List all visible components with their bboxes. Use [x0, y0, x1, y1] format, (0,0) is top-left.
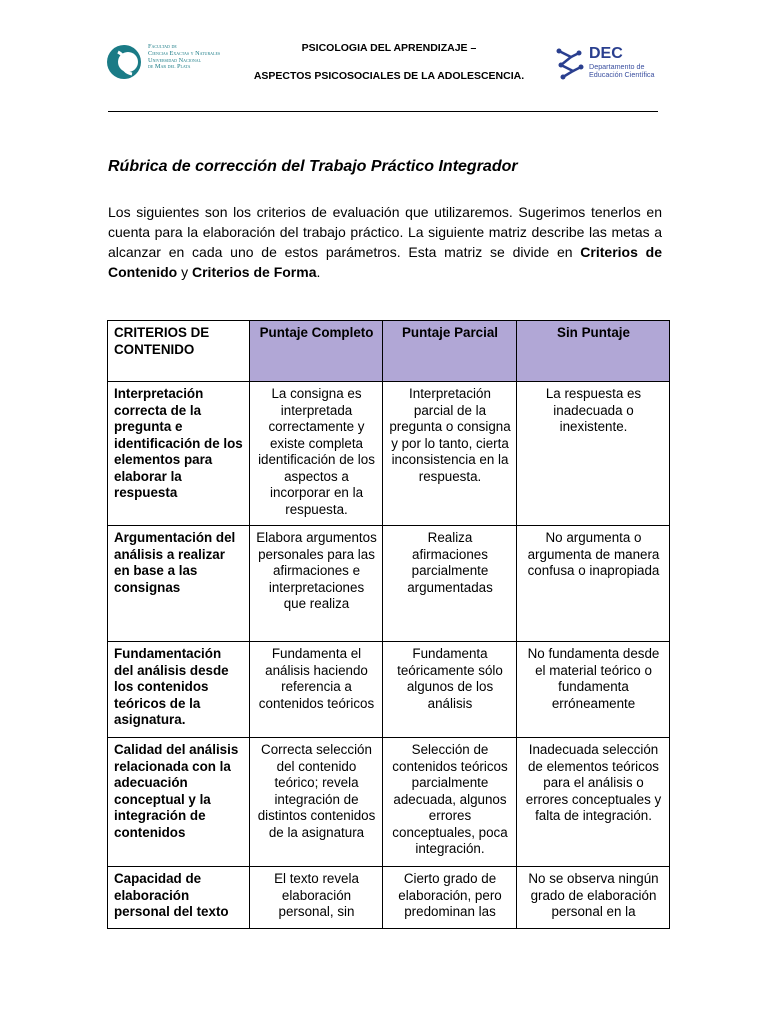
partial-score-cell: Interpretación parcial de la pregunta o consigna y por lo tanto, cierta inconsistencia en la respuesta. — [383, 382, 517, 526]
complete-score-cell: La consigna es interpretada correctamente y existe completa identificación de los aspectos a incorporar en la respuesta. — [250, 382, 383, 526]
criterion-cell: Argumentación del análisis a realizar en base a las consignas — [108, 526, 250, 642]
criterion-cell: Calidad del análisis relacionada con la adecuación conceptual y la integración de contenidos — [108, 738, 250, 867]
rubric-table — [107, 320, 670, 929]
header-complete: Puntaje Completo — [250, 321, 383, 382]
partial-score-cell: Fundamenta teóricamente sólo algunos de los análisis — [383, 642, 517, 738]
table-row — [108, 738, 670, 867]
partial-score-cell: Selección de contenidos teóricos parcialmente adecuada, algunos errores conceptuales, poca integración. — [383, 738, 517, 867]
course-title: PSICOLOGIA DEL APRENDIZAJE – — [301, 42, 477, 54]
table-row — [108, 382, 670, 526]
intro-text: y — [177, 264, 192, 280]
partial-score-cell: Cierto grado de elaboración, pero predominan las — [383, 867, 517, 929]
header-rule — [108, 111, 658, 112]
complete-score-cell: Correcta selección del contenido teórico; revela integración de distintos contenidos de la asignatura — [250, 738, 383, 867]
criterion-cell: Fundamentación del análisis desde los contenidos teóricos de la asignatura. — [108, 642, 250, 738]
page-header — [0, 0, 768, 120]
course-subtitle: ASPECTOS PSICOSOCIALES DE LA ADOLESCENCIA. — [253, 70, 525, 82]
no-score-cell: No argumenta o argumenta de manera confusa o inapropiada — [517, 526, 670, 642]
dec-logo-name: DEC — [589, 45, 623, 62]
table-header-row — [108, 321, 670, 382]
header-criteria: CRITERIOS DE CONTENIDO — [108, 321, 250, 382]
table-row — [108, 642, 670, 738]
intro-bold-form: Criterios de Forma — [192, 264, 317, 280]
faculty-logo-line: Universidad Nacional — [148, 56, 202, 64]
header-none: Sin Puntaje — [517, 321, 670, 382]
header-partial: Puntaje Parcial — [383, 321, 517, 382]
intro-text: . — [316, 264, 321, 280]
faculty-seal-icon — [104, 42, 144, 82]
faculty-logo-line: de Mar del Plata — [148, 63, 191, 71]
no-score-cell: Inadecuada selección de elementos teóricos para el análisis o errores conceptuales y falta de integración. — [517, 738, 670, 867]
faculty-logo-line: Ciencias Exactas y Naturales — [148, 49, 221, 57]
dec-logo — [553, 45, 673, 81]
partial-score-cell: Realiza afirmaciones parcialmente argumentadas — [383, 526, 517, 642]
no-score-cell: No se observa ningún grado de elaboración personal en la — [517, 867, 670, 929]
faculty-logo-text — [148, 44, 220, 71]
intro-paragraph — [108, 202, 662, 282]
complete-score-cell: El texto revela elaboración personal, sin — [250, 867, 383, 929]
dec-logo-line: Departamento de — [589, 62, 645, 71]
faculty-logo-line: Facultad de — [148, 43, 177, 50]
molecule-icon — [553, 45, 585, 81]
no-score-cell: No fundamenta desde el material teórico o fundamenta erróneamente — [517, 642, 670, 738]
dec-logo-subtitle — [589, 63, 655, 79]
no-score-cell: La respuesta es inadecuada o inexistente. — [517, 382, 670, 526]
dec-logo-line: Educación Científica — [589, 70, 655, 79]
complete-score-cell: Elabora argumentos personales para las afirmaciones e interpretaciones que realiza — [250, 526, 383, 642]
table-row — [108, 526, 670, 642]
criterion-cell: Interpretación correcta de la pregunta e identificación de los elementos para elaborar la respuesta — [108, 382, 250, 526]
faculty-logo — [104, 42, 234, 82]
intro-text: Los siguientes son los criterios de evaluación que utilizaremos. Sugerimos tenerlos en cuenta para la elaboración del trabajo práctico. La siguiente matriz describe las metas a alcanzar en cada uno de estos parámetros. Esta matriz se divide en — [108, 204, 662, 260]
table-row — [108, 867, 670, 929]
intro-bold-content: Criterios de Contenido — [108, 244, 662, 280]
criterion-cell: Capacidad de elaboración personal del texto — [108, 867, 250, 929]
document-title: Rúbrica de corrección del Trabajo Práctico Integrador — [108, 158, 518, 175]
complete-score-cell: Fundamenta el análisis haciendo referencia a contenidos teóricos — [250, 642, 383, 738]
